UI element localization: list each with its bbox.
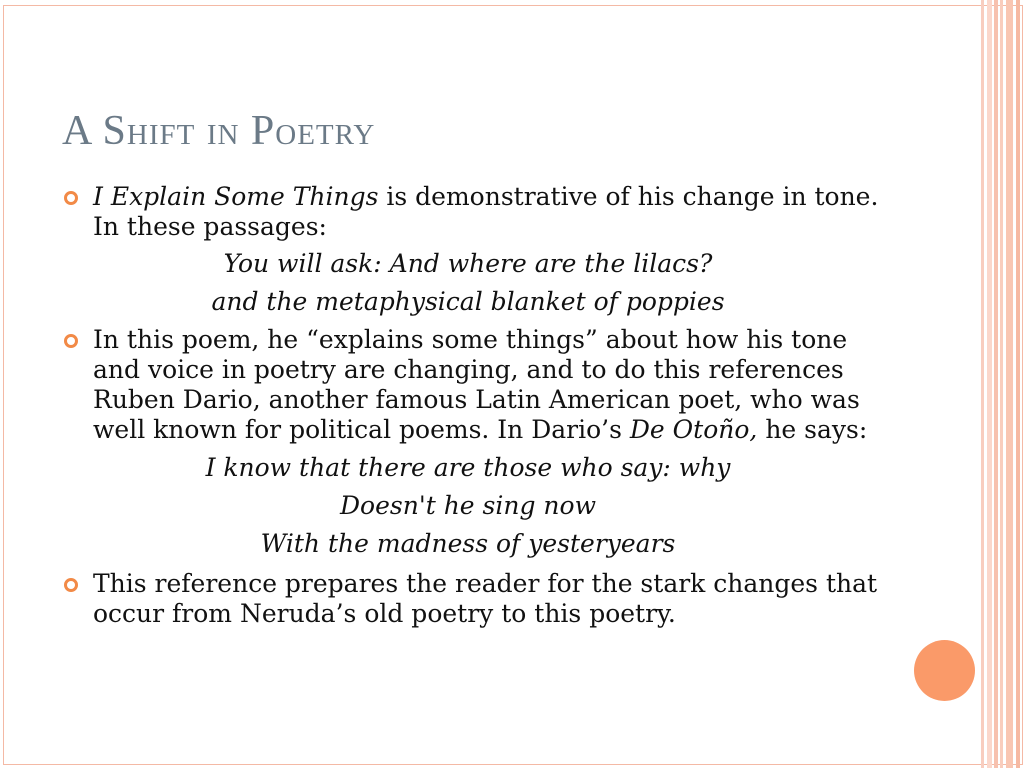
decorative-stripe <box>1016 0 1020 768</box>
quote-line: You will ask: And where are the lilacs? <box>223 249 713 278</box>
circle-bullet-icon <box>64 334 78 348</box>
circle-bullet-icon <box>64 191 78 205</box>
decorative-stripe <box>994 0 998 768</box>
bullet-text: is demonstrative of his change in tone. In these passages: <box>93 182 879 241</box>
quote-line: Doesn't he sing now <box>340 491 596 520</box>
quote-line: and the metaphysical blanket of poppies <box>211 287 725 316</box>
decorative-stripe <box>1006 0 1013 768</box>
decorative-circle <box>914 640 975 701</box>
decorative-stripe <box>987 0 992 768</box>
quote-line: I know that there are those who say: why <box>205 453 731 482</box>
bullet-item <box>93 182 893 242</box>
bullet-text: This reference prepares the reader for the stark changes that occur from Neruda’s old poetry to this poetry. <box>93 569 878 628</box>
poem-title: De Otoño, <box>629 415 758 444</box>
bullet-item <box>93 569 893 629</box>
decorative-stripe <box>1000 0 1003 768</box>
bullet-item <box>93 325 893 445</box>
bullet-text: he says: <box>757 415 868 444</box>
slide-title: A Shift in Poetry <box>62 108 376 154</box>
slide-content <box>93 182 893 629</box>
poem-title: I Explain Some Things <box>93 182 379 211</box>
decorative-stripe <box>981 0 984 768</box>
bullet-text: In this poem, he “explains some things” about how his tone and voice in poetry are changing, and to do this references Ruben Dario, another famous Latin American poet, who was well known for political poems. In Dario’s <box>93 325 860 444</box>
circle-bullet-icon <box>64 578 78 592</box>
quote-line: With the madness of yesteryears <box>260 529 676 558</box>
